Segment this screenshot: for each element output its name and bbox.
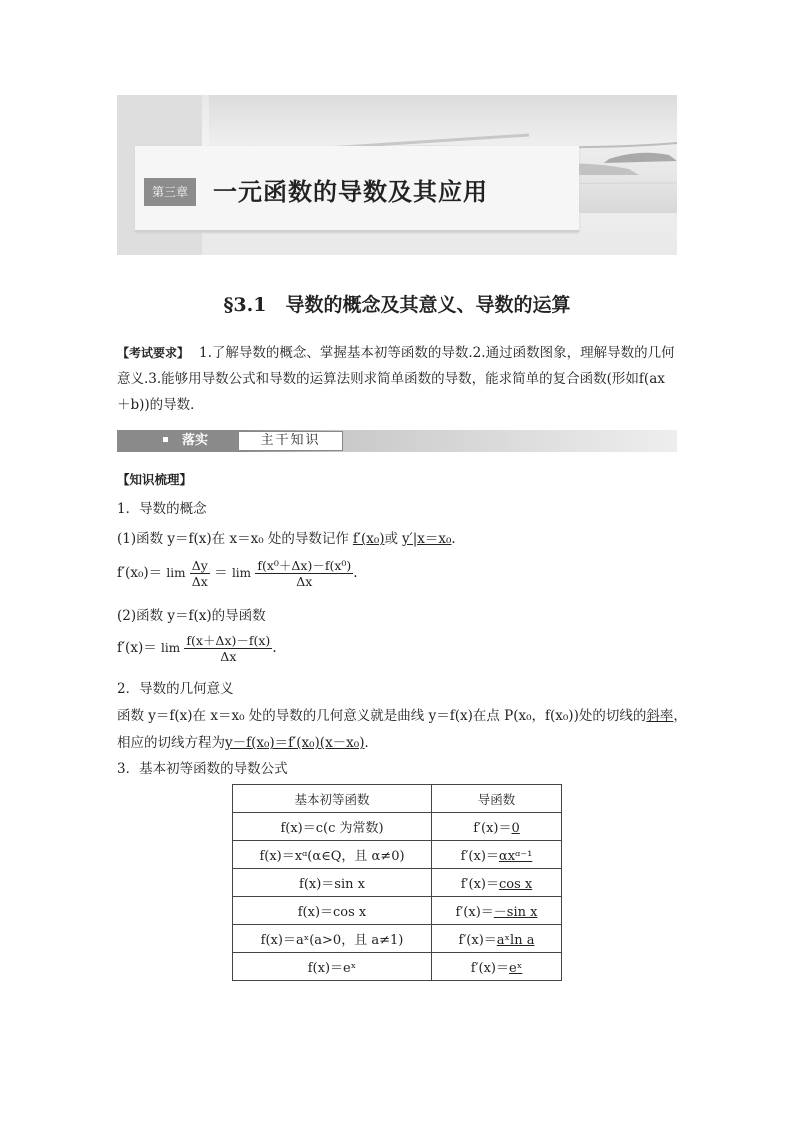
fraction-numerator: f(x⁰＋Δx)－f(x⁰) <box>257 558 352 573</box>
answer-blank: －sin x <box>493 905 538 920</box>
geometric-meaning-line-1 <box>117 704 687 724</box>
derivative-function-formula: f′(x)＝ lim $\frac{f(x+\Delta x)-f(x)}{\Delta x}$ . <box>117 633 277 664</box>
table-cell-function: f(x)＝c(c 为常数) <box>233 813 432 841</box>
band-right-label: 主干知识 <box>238 431 343 451</box>
derivative-prefix: f′(x)＝ <box>473 821 512 836</box>
fraction <box>184 633 272 664</box>
formula-lhs: f′(x)＝ <box>117 640 157 656</box>
table-cell-derivative <box>432 953 562 981</box>
geometric-meaning-line-2 <box>117 731 378 751</box>
table-header-function: 基本初等函数 <box>233 785 432 813</box>
table-cell-derivative <box>432 869 562 897</box>
table-cell-derivative <box>432 897 562 925</box>
answer-blank: y′|x＝x₀ <box>402 531 452 547</box>
derivative-prefix: f′(x)＝ <box>455 905 494 920</box>
definition-line <box>117 527 456 547</box>
section-title: §3.1 导数的概念及其意义、导数的运算 <box>223 294 571 316</box>
derivative-prefix: f′(x)＝ <box>458 933 497 948</box>
geometric-text: 相应的切线方程为 <box>117 735 225 751</box>
requirements-text: 1.了解导数的概念、掌握基本初等函数的导数.2.通过函数图象，理解导数的几何意义.3.能够用导数公式和导数的运算法则求简单函数的导数，能求简单的复合函数(形如f(ax＋b))的导数． <box>117 345 675 413</box>
definition-or: 或 <box>384 531 399 547</box>
chapter-title: 一元函数的导数及其应用 <box>213 178 488 206</box>
derivative-prefix: f′(x)＝ <box>460 849 499 864</box>
fraction <box>255 558 353 589</box>
chapter-tag: 第三章 <box>144 178 196 206</box>
table-row <box>233 813 562 841</box>
table-cell-function: f(x)＝aˣ(a>0，且 a≠1) <box>233 925 432 953</box>
definition-end: . <box>451 531 456 547</box>
answer-blank: eˣ <box>509 961 523 976</box>
answer-blank: cos x <box>499 877 533 892</box>
table-cell-derivative <box>432 841 562 869</box>
fraction-numerator: Δy <box>191 558 208 573</box>
table-header-row <box>233 785 562 813</box>
table-header-derivative: 导函数 <box>432 785 562 813</box>
limit-symbol: lim <box>231 566 252 580</box>
answer-blank: aˣln a <box>496 933 535 948</box>
table-row <box>233 897 562 925</box>
table-cell-derivative <box>432 925 562 953</box>
heading-3: 3．基本初等函数的导数公式 <box>117 761 288 777</box>
table-cell-derivative <box>432 813 562 841</box>
equals: ＝ <box>214 565 228 581</box>
band-left-label: 落实 <box>182 433 209 448</box>
limit-symbol: lim <box>166 566 186 580</box>
table-row <box>233 841 562 869</box>
derivative-limit-formula: f′(x₀)＝ lim $\frac{\Delta y}{\Delta x}$ ＝ lim $\frac{\text{f(x⁰＋Δx)－f(x⁰)}}{\Delta x}$ . <box>117 558 358 589</box>
derivative-prefix: f′(x)＝ <box>470 961 510 976</box>
answer-blank: f′(x₀) <box>352 531 385 547</box>
heading-1: 1．导数的概念 <box>117 501 207 517</box>
table-cell-function: f(x)＝sin x <box>233 869 432 897</box>
fraction-denominator: Δx <box>220 649 237 664</box>
heading-2: 2．导数的几何意义 <box>117 681 234 697</box>
derivative-formula-table <box>232 784 562 981</box>
answer-blank: y－f(x₀)＝f′(x₀)(x－x₀) <box>225 735 365 751</box>
requirements-label: 【考试要求】 <box>117 346 190 360</box>
answer-blank: 0 <box>511 821 520 836</box>
table-cell-function: f(x)＝eˣ <box>233 953 432 981</box>
table-row <box>233 953 562 981</box>
answer-blank: 斜率 <box>646 708 674 724</box>
definition-text: (1)函数 y＝f(x)在 x＝x₀ 处的导数记作 <box>117 531 349 547</box>
square-bullet-icon <box>163 437 168 442</box>
fraction <box>190 558 210 589</box>
formula-lhs: f′(x₀)＝ <box>117 565 163 581</box>
geometric-text: 函数 y＝f(x)在 x＝x₀ 处的导数的几何意义就是曲线 y＝f(x)在点 P(x₀，f(x₀))处的切线的 <box>117 708 647 724</box>
fraction-numerator: f(x＋Δx)－f(x) <box>186 633 271 648</box>
knowledge-header: 【知识梳理】 <box>117 472 193 487</box>
limit-symbol: lim <box>161 641 181 655</box>
derivative-function-heading: (2)函数 y＝f(x)的导函数 <box>117 608 266 624</box>
exam-requirements <box>117 340 677 418</box>
table-row <box>233 869 562 897</box>
answer-blank: αxᵅ⁻¹ <box>498 849 533 864</box>
table-row <box>233 925 562 953</box>
table-cell-function: f(x)＝xᵅ(α∈Q，且 α≠0) <box>233 841 432 869</box>
geometric-end: ． <box>364 735 378 751</box>
table-cell-function: f(x)＝cos x <box>233 897 432 925</box>
fraction-denominator: Δx <box>191 574 208 589</box>
band-left <box>117 431 237 451</box>
geometric-comma: ， <box>673 708 687 724</box>
derivative-prefix: f′(x)＝ <box>460 877 499 892</box>
fraction-denominator: Δx <box>296 574 313 589</box>
